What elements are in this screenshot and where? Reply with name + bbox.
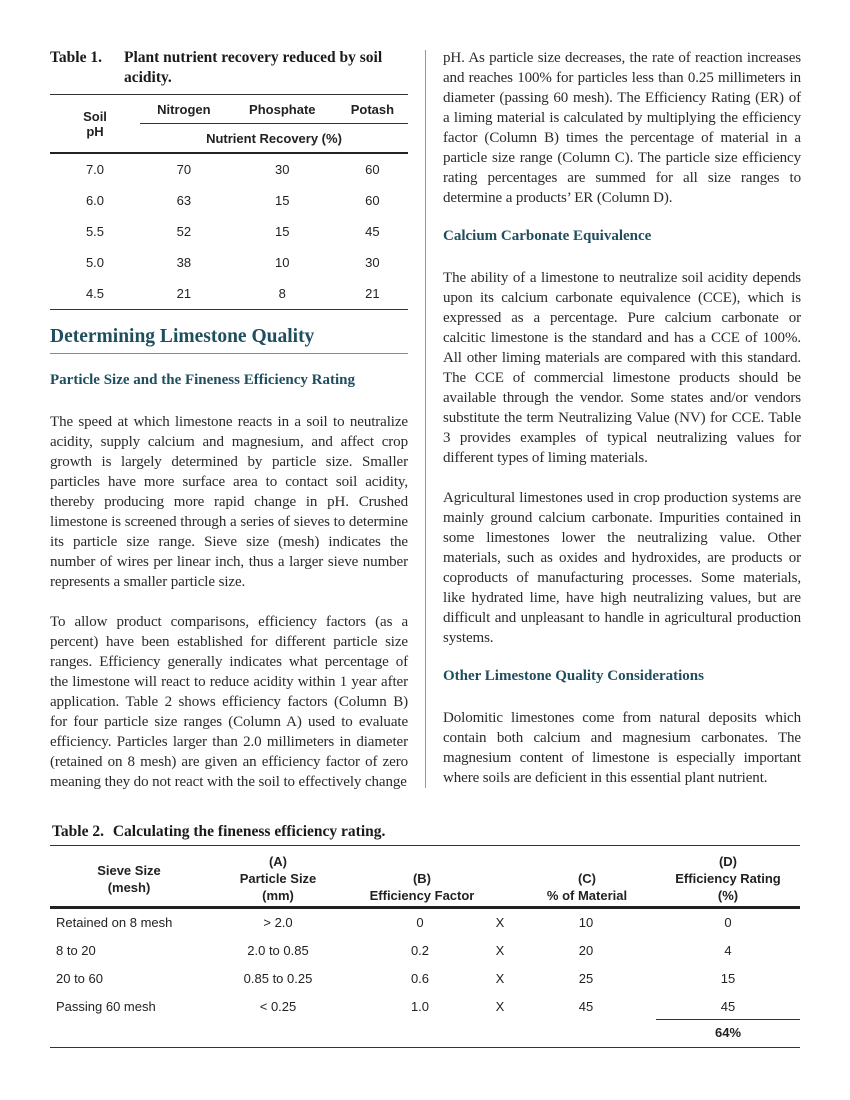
cell-times: X [495,943,505,958]
cell-size: 2.0 to 0.85 [247,943,309,958]
table1-col-potash: Potash [350,101,395,117]
cell-sieve: Retained on 8 mesh [56,915,173,930]
cell-phosphate: 15 [275,224,290,239]
cell-ph: 6.0 [85,193,105,208]
cell-nitrogen: 70 [176,162,192,177]
subheading-cce: Calcium Carbonate Equivalence [443,228,652,244]
cell-percent: 45 [578,999,594,1014]
table2-col-c [532,870,642,904]
cell-nitrogen: 63 [176,193,192,208]
cell-times: X [495,971,505,986]
header-line: (%) [717,888,739,903]
cell-sieve: Passing 60 mesh [56,999,156,1014]
cell-potash: 60 [365,193,380,208]
cell-times: X [495,915,505,930]
cell-phosphate: 10 [275,255,290,270]
table-rule [50,845,800,846]
cell-nitrogen: 38 [176,255,192,270]
table2-col-a [213,853,343,904]
table1-title: Plant nutrient recovery reduced by soil acidity. [124,49,383,86]
table-row [50,278,408,310]
table1-col-nitrogen: Nitrogen [157,101,211,117]
paragraph: Agricultural limestones used in crop production systems are mainly ground calcium carbonate. Impurities contained in some limestones lower the neutralizing value. Other materials, such as oxides and hydroxides, are products or coproducts of manufacturing processes. Some materials, like hydrated lime, have high neutralizing values, but are difficult and unpleasant to handle in agricultural production systems. [443,490,801,646]
table1-subheader: Nutrient Recovery (%) [140,124,408,154]
table2-col-d [656,853,800,904]
cell-size: < 0.25 [259,999,297,1014]
header-line: (C) [577,871,597,886]
table2-title: Calculating the fineness efficiency rating. [112,823,386,840]
table1-col-phosphate: Phosphate [249,101,316,117]
paragraph: The ability of a limestone to neutralize soil acidity depends upon its calcium carbonate equivalence (CCE), which is expressed as a percentage. Pure calcium carbonate or calcitic limestone is the standard and has a CCE of 100%. All other liming materials are compared with this standard. The CCE of commercial limestone products should be available through the vendor. Some states and/or vendors substitute the term Neutralizing Value (NV) for CCE. Table 3 provides examples of typical neutralizing values for different types of liming materials. [443,270,801,466]
cell-factor: 0 [416,915,424,930]
header-line: (B) [412,871,432,886]
cell-factor: 0.6 [410,971,430,986]
table2-col-b [352,870,492,904]
table-row [50,216,408,247]
cell-percent: 25 [578,971,594,986]
table1 [50,94,408,310]
cell-potash: 21 [337,278,408,310]
paragraph: To allow product comparisons, efficiency factors (as a percent) have been established for different particle size ranges. Efficiency generally indicates what percentage of the limestone will react to reduce acidity within 1 year after application. Table 2 shows efficiency factors (Column B) for four particle size ranges (Column A) used to evaluate efficiency. Particles larger than 2.0 millimeters in diameter (retained on 8 mesh) are given an efficiency factor of zero meaning they do not react with the soil to effectively change [50,614,408,790]
cell-nitrogen: 52 [176,224,192,239]
header-line: Sieve Size [97,863,161,878]
table2-number: Table 2. [52,823,104,840]
section-heading: Determining Limestone Quality [50,326,408,354]
cell-potash: 45 [365,224,380,239]
cell-size: > 2.0 [263,915,293,930]
table1-col-soil-ph [50,95,140,153]
table-rule [50,1047,800,1048]
paragraph: The speed at which limestone reacts in a soil to neutralize acidity, supply calcium and magnesium, and affect crop growth is largely determined by particle size. Smaller particles have more surface area to contact soil acidity, thereby producing more rapid change in pH. Crushed limestone is screened through a series of sieves to determine its particle size range. Sieve size (mesh) indicates the number of wires per linear inch, thus a larger sieve number represents a smaller particle size. [50,414,408,590]
column-divider [425,50,426,788]
cell-percent: 10 [578,915,594,930]
subheading-other-considerations: Other Limestone Quality Considerations [443,668,704,684]
cell-factor: 0.2 [410,943,430,958]
header-line: (D) [718,854,738,869]
sum-rule [656,1019,800,1020]
cell-rating: 4 [724,943,732,958]
paragraph: Dolomitic limestones come from natural deposits which contain both calcium and magnesium carbonates. The magnesium content of limestone is especially important where soils are deficient in this essential plant nutrient. [443,710,801,786]
cell-potash: 30 [365,255,380,270]
cell-rating: 45 [720,999,736,1014]
cell-times: X [495,999,505,1014]
table1-col-soil-label: Soil [83,108,107,124]
header-line: (mm) [262,888,294,903]
cell-percent: 20 [578,943,594,958]
table2-col-sieve [50,862,208,896]
paragraph: pH. As particle size decreases, the rate of reaction increases and reaches 100% for particles less than 0.25 millimeters in diameter (passing 60 mesh). The Efficiency Rating (ER) of a liming material is calculated by multiplying the efficiency factor (Column B) times the percentage of material in a particle size range (Column C). The particle size efficiency rating percentages are summed for all size ranges to determine a products’ ER (Column D). [443,50,801,206]
cell-ph: 7.0 [85,162,105,177]
cell-ph: 5.5 [85,224,105,239]
cell-sieve: 20 to 60 [56,971,103,986]
table1-col-ph-label: pH [86,123,104,139]
cell-factor: 1.0 [410,999,430,1014]
table2-caption [52,823,385,841]
cell-rating: 15 [720,971,736,986]
table-row [50,247,408,278]
table1-number: Table 1. [50,49,102,66]
cell-potash: 60 [365,162,380,177]
cell-ph: 4.5 [50,278,140,310]
table-rule [50,906,800,909]
header-line: (A) [268,854,288,869]
cell-size: 0.85 to 0.25 [243,971,313,986]
cell-rating: 0 [724,915,732,930]
header-line: Efficiency Rating [675,871,781,886]
header-line: % of Material [546,888,628,903]
header-line: (mesh) [107,880,151,895]
total-rating: 64% [714,1025,742,1040]
cell-phosphate: 30 [275,162,290,177]
cell-phosphate: 15 [275,193,290,208]
table1-caption [50,48,408,88]
subheading-particle-size: Particle Size and the Fineness Efficiency Rating [50,372,355,388]
cell-phosphate: 8 [228,278,337,310]
cell-ph: 5.0 [85,255,105,270]
table-row [50,153,408,185]
left-column [50,48,408,790]
cell-sieve: 8 to 20 [56,943,96,958]
table-row [50,185,408,216]
header-line: Particle Size [239,871,317,886]
header-line: Efficiency Factor [369,888,475,903]
cell-nitrogen: 21 [140,278,228,310]
